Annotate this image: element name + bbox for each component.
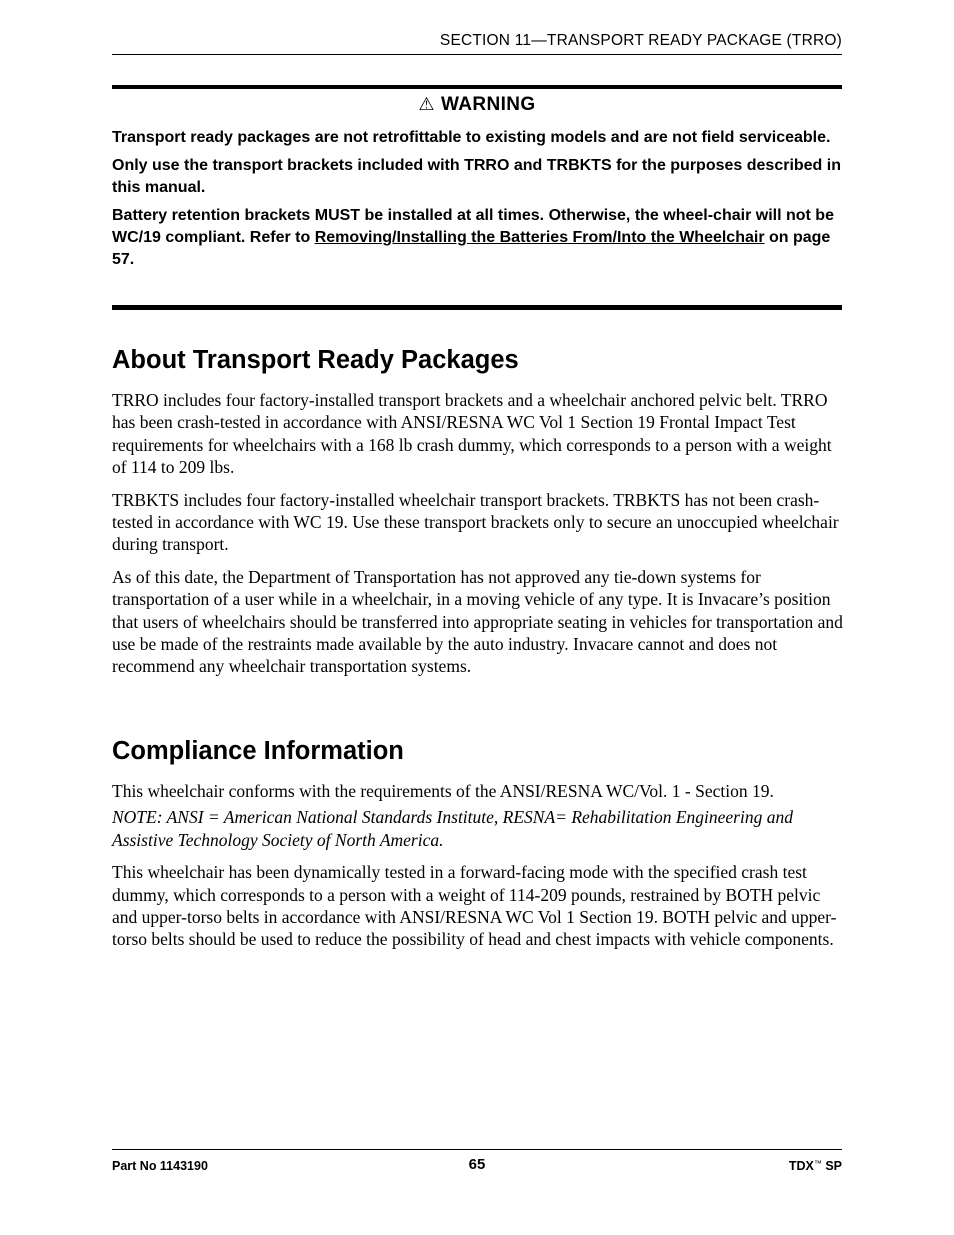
about-heading: About Transport Ready Packages — [112, 346, 519, 374]
compliance-heading: Compliance Information — [112, 737, 404, 765]
footer-rule — [112, 1149, 842, 1150]
running-header: SECTION 11—TRANSPORT READY PACKAGE (TRRO) — [439, 32, 842, 49]
header-rule — [112, 54, 842, 55]
product-name — [789, 1159, 842, 1173]
warning-paragraph-2: Only use the transport brackets included with TRRO and TRBKTS for the purposes described in this manual. — [112, 157, 841, 196]
warning-title — [112, 94, 842, 116]
warning-triangle-icon: ⚠ — [418, 94, 435, 114]
about-paragraph-1: TRRO includes four factory-installed transport brackets and a wheelchair anchored pelvic belt. TRRO has been crash-tested in accordance with ANSI/RESNA WC Vol 1 Section 19 Frontal Impact Test requirements for wheelchairs with a 168 lb crash dummy, which corresponds to a person with a weight of 114 to 209 lbs. — [112, 390, 832, 478]
page-number: 65 — [468, 1156, 486, 1173]
trademark-mark: ™ — [813, 1159, 822, 1168]
warning-text — [112, 127, 842, 271]
compliance-note: NOTE: ANSI = American National Standards Institute, RESNA= Rehabilitation Engineering and Assistive Technology Society of North America. — [112, 807, 793, 850]
warning-paragraph-3-page: on page 57. — [112, 229, 831, 268]
about-paragraph-2: TRBKTS includes four factory-installed wheelchair transport brackets. TRBKTS has not been crash-tested in accordance with WC 19. Use these transport brackets only to secure an unoccupied wheelchair during transport. — [112, 489, 839, 555]
about-paragraph-3: As of this date, the Department of Transportation has not approved any tie-down systems for transportation of a user while in a wheelchair, in a moving vehicle of any type. It is Invacare’s position that users of wheelchairs should be transferred into appropriate seating in vehicles for transportation and use be made of the restraints made available by the auto industry. Invacare cannot and does not recommend any wheelchair transportation systems. — [112, 566, 843, 677]
about-section — [112, 389, 844, 688]
compliance-paragraph-1: This wheelchair conforms with the requirements of the ANSI/RESNA WC/Vol. 1 - Section 19. — [112, 781, 774, 801]
warning-paragraph-1: Transport ready packages are not retrofittable to existing models and are not field serviceable. — [112, 129, 831, 146]
warning-bottom-rule — [112, 305, 842, 310]
document-page — [112, 0, 842, 1235]
warning-top-rule — [112, 85, 842, 89]
product-name-text: TDX — [788, 1159, 814, 1173]
part-number: Part No 1143190 — [112, 1159, 208, 1173]
warning-paragraph-3-text: Battery retention brackets MUST be installed at all times. Otherwise, the wheel-chair will not be WC/19 compliant. Refer to — [112, 207, 834, 246]
warning-paragraph-3 — [112, 205, 842, 271]
warning-title-text: WARNING — [440, 94, 536, 115]
product-name-suffix: SP — [821, 1159, 842, 1173]
compliance-paragraph-2: This wheelchair has been dynamically tested in a forward-facing mode with the specified crash test dummy, which corresponds to a person with a weight of 114-209 pounds, restrained by BOTH pelvic and upper-torso belts in accordance with ANSI/RESNA WC Vol 1 Section 19. BOTH pelvic and upper-torso belts should be used to reduce the possibility of head and chest impacts with vehicle components. — [112, 862, 837, 950]
batteries-link[interactable]: Removing/Installing the Batteries From/Into the Wheelchair — [314, 229, 765, 246]
compliance-section — [112, 780, 844, 961]
